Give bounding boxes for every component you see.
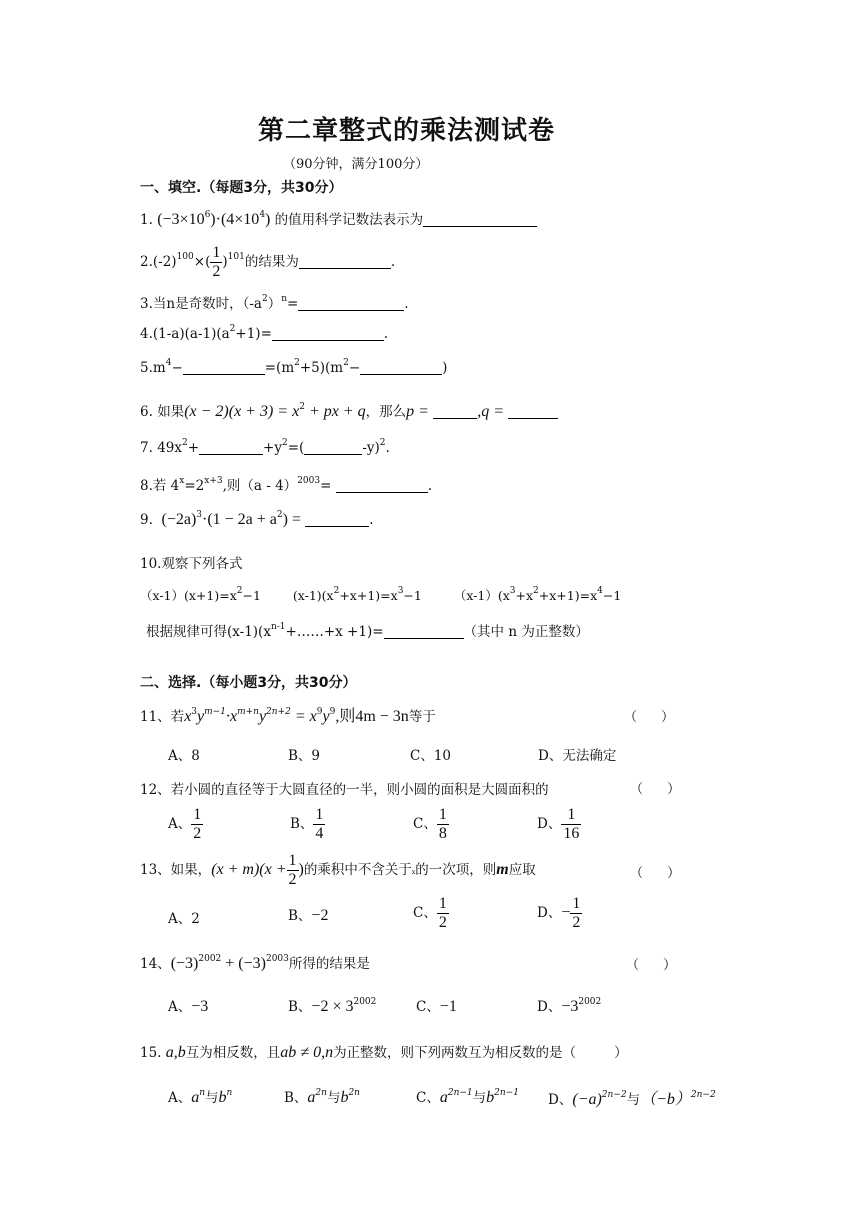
q13-option-b[interactable]: B、−2 bbox=[288, 907, 329, 924]
question-9: 9. $(-2a)^3\cdot(1 - 2a + a^2)$ = . bbox=[140, 510, 374, 528]
answer-blank-7a[interactable] bbox=[199, 440, 263, 455]
question-7: 7. $49x^2+ +y^2=$( -y)$^2$. bbox=[140, 438, 390, 456]
question-14: 14、$(-3)^{2002} + (-3)^{2003}$所得的结果是 bbox=[140, 954, 370, 972]
q14-option-a[interactable]: A、−3 bbox=[168, 998, 209, 1015]
q15-option-d[interactable]: D、$(-a)^{2n-2}$与$(-b)^{2n-2}$ bbox=[548, 1090, 716, 1108]
question-1: 1. $(-3\times 10^6)\cdot(4\times 10^4)$ 的值用科学记数法表示为 bbox=[140, 208, 537, 229]
q13-option-c[interactable]: C、 $\frac{1}{2}$ bbox=[413, 895, 447, 931]
question-13: 13、如果，(x + m)(x + $\frac{1}{2}$ )的乘积中不含关于x的一次项，则m应取 bbox=[140, 852, 536, 888]
question-10-rule: 根据规律可得$(x-1)(x^{n-1}+\dots\dots+x +1)=$ （其中 n 为正整数） bbox=[146, 622, 589, 640]
q13-option-d[interactable]: D、− $\frac{1}{2}$ bbox=[537, 895, 581, 931]
answer-paren-11[interactable]: （ ） bbox=[624, 710, 685, 725]
q15-option-a[interactable]: A、$a^n$与$b^n$ bbox=[168, 1088, 233, 1106]
q14-option-b[interactable]: B、$-2 \times 3^{2002}$ bbox=[288, 997, 377, 1015]
q11-option-c[interactable]: C、10 bbox=[410, 748, 452, 764]
q12-option-b[interactable]: B、 $\frac{1}{4}$ bbox=[290, 806, 324, 842]
answer-blank-1[interactable] bbox=[423, 212, 537, 227]
answer-paren-13[interactable]: （ ） bbox=[630, 866, 691, 881]
question-4: $4.(1-a)(a-1)(a^2+1)=$ . bbox=[140, 324, 389, 342]
fraction: $\frac{1}{16}$ bbox=[563, 806, 580, 842]
q12-option-c[interactable]: C、 $\frac{1}{8}$ bbox=[413, 806, 447, 842]
q13-option-a[interactable]: A、2 bbox=[168, 911, 200, 927]
answer-blank-10[interactable] bbox=[384, 624, 464, 639]
question-12: 12、若小圆的直径等于大圆直径的一半，则小圆的面积是大圆面积的 bbox=[140, 782, 549, 798]
answer-blank-4[interactable] bbox=[272, 326, 384, 341]
q14-option-c[interactable]: C、−1 bbox=[416, 998, 457, 1015]
answer-blank-3[interactable] bbox=[298, 296, 404, 311]
q15-option-b[interactable]: B、$a^{2n}$与$b^{2n}$ bbox=[284, 1088, 360, 1106]
question-10: 10.观察下列各式 bbox=[140, 556, 243, 572]
answer-blank-5a[interactable] bbox=[183, 360, 265, 375]
q12-option-a[interactable]: A、 $\frac{1}{2}$ bbox=[168, 806, 202, 842]
fraction: $\frac{1}{4}$ bbox=[315, 806, 324, 842]
page-subtitle: （90分钟，满分100分） bbox=[283, 157, 429, 172]
question-3: 3.当n是奇数时，$(-a^2)^n=$ . bbox=[140, 294, 409, 312]
page-title: 第二章整式的乘法测试卷 bbox=[258, 116, 556, 146]
q11-option-b[interactable]: B、9 bbox=[288, 748, 321, 764]
question-15: 15. a,b互为相反数，且ab ≠ 0,n为正整数，则下列两数互为相反数的是（ ） bbox=[140, 1044, 628, 1061]
question-8: 8.若 $4^x=2^{x+3}$,则（a - 4）$^{2003}$= . bbox=[140, 476, 432, 494]
fraction: $\frac{1}{8}$ bbox=[438, 806, 447, 842]
section2-header: 二、选择.（每小题3分，共30分） bbox=[140, 675, 357, 691]
question-6: 6. 如果$(x - 2)(x + 3) = x^2$ + px + q，那么p = ,q = bbox=[140, 400, 558, 421]
fraction: $\frac{1}{2}$ bbox=[193, 806, 202, 842]
question-10-formulas: $(x-1)(x+1)=x^2-1$ $(x-1)(x^2+x+1)=x^3-1$ $(x-1)(x^3+x^2+x+1)=x^4-1$ bbox=[140, 586, 622, 603]
question-5: $5.m^4- =(m^2+5)(m^2-$ ) bbox=[140, 358, 448, 376]
question-11: 11、若$x^3y^{m-1}\cdot x^{m+n}y^{2n+2} = x^9y^9$,则4m − 3n等于 bbox=[140, 707, 436, 725]
answer-blank-9[interactable] bbox=[305, 512, 369, 527]
answer-blank-8[interactable] bbox=[336, 478, 428, 493]
answer-blank-2[interactable] bbox=[299, 254, 391, 269]
q11-option-d[interactable]: D、无法确定 bbox=[538, 748, 617, 764]
answer-paren-12[interactable]: （ ） bbox=[630, 782, 691, 797]
q12-option-d[interactable]: D、 $\frac{1}{16}$ bbox=[537, 806, 580, 842]
q15-option-c[interactable]: C、$a^{2n-1}$与$b^{2n-1}$ bbox=[416, 1088, 519, 1106]
answer-blank-5b[interactable] bbox=[360, 360, 442, 375]
answer-paren-14[interactable]: （ ） bbox=[626, 958, 687, 973]
answer-blank-6p[interactable] bbox=[433, 404, 477, 419]
question-2: $2.(-2)^{100}\times$( $\frac{1}{2}$ )$^{101}$的结果为 . bbox=[140, 244, 396, 280]
answer-blank-7b[interactable] bbox=[304, 440, 362, 455]
q14-option-d[interactable]: D、$-3^{2002}$ bbox=[537, 997, 602, 1015]
fraction: $\frac{1}{2}$ bbox=[572, 895, 581, 931]
fraction-one-half: $\frac{1}{2}$ bbox=[212, 244, 221, 280]
section1-header: 一、填空.（每题3分，共30分） bbox=[140, 180, 343, 196]
fraction: $\frac{1}{2}$ bbox=[438, 895, 447, 931]
answer-blank-6q[interactable] bbox=[508, 404, 558, 419]
q11-option-a[interactable]: A、8 bbox=[168, 748, 200, 764]
fraction-one-half: $\frac{1}{2}$ bbox=[288, 852, 297, 888]
